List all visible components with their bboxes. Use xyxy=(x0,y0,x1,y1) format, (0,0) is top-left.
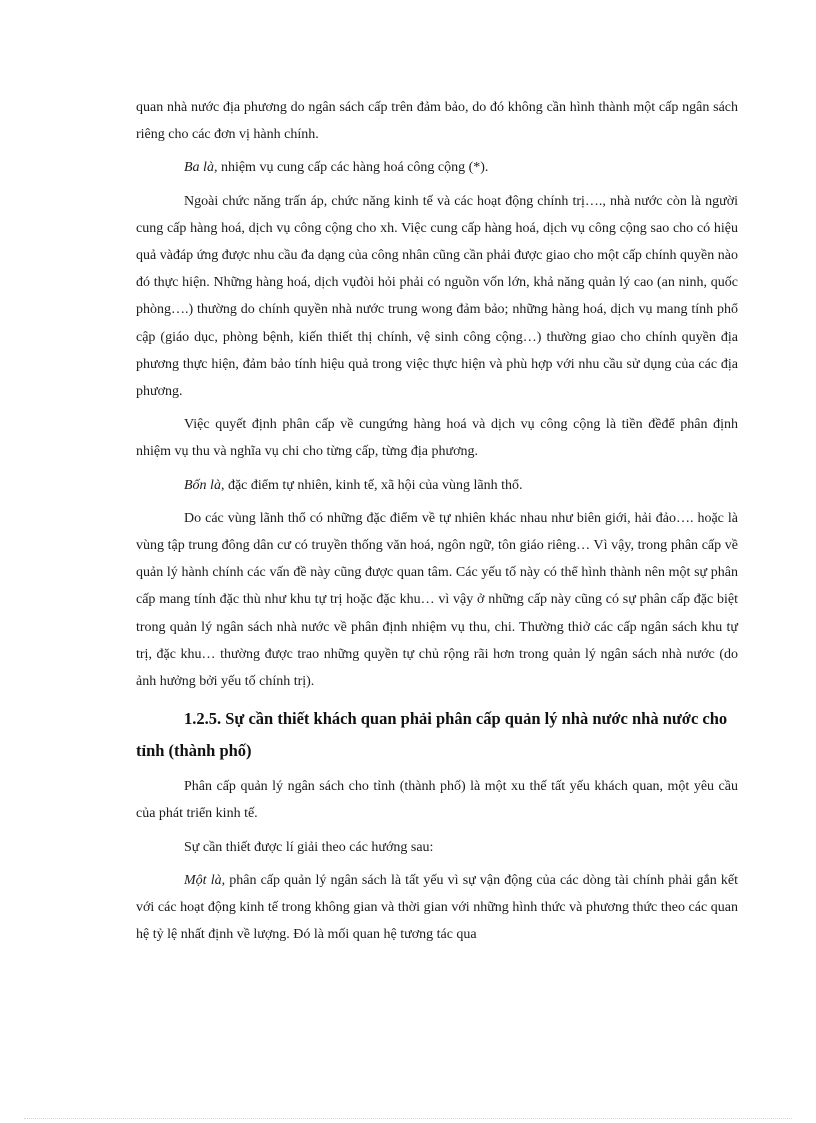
paragraph-text: , đặc điểm tự nhiên, kinh tế, xã hội của vùng lãnh thổ. xyxy=(220,477,523,493)
paragraph-text: , phân cấp quản lý ngân sách là tất yếu vì sự vận động của các dòng tài chính phải gắn kết với các hoạt động kinh tế trong không gian và thời gian với những hình thức và phương thức theo các quan hệ tỷ lệ nhất định về lượng. Đó là mối quan hệ tương tác qua xyxy=(136,872,738,943)
paragraph-lead: Một là xyxy=(184,872,222,888)
paragraph-text: Sự cần thiết được lí giải theo các hướng sau: xyxy=(184,839,434,855)
paragraph-text: , nhiệm vụ cung cấp các hàng hoá công cộng (*). xyxy=(213,160,489,176)
paragraph xyxy=(136,834,738,861)
paragraph-text: Ngoài chức năng trấn áp, chức năng kinh tế và các hoạt động chính trị…., nhà nước còn là người cung cấp hàng hoá, dịch vụ công cộng cho xh. Việc cung cấp hàng hoá, dịch vụ công cộng sao cho có hiệu quả vàđáp ứng được nhu cầu đa dạng của công nhân cũng cần phải được giao cho một cấp chính quyền nào đó thực hiện. Những hàng hoá, dịch vụđòi hỏi phải có nguồn vốn lớn, khả năng quản lý cao (an ninh, quốc phòng….) thường do chính quyền nhà nước trung wong đảm bảo; những hàng hoá, dịch vụ mang tính phổ cập (giáo dục, phòng bệnh, kiến thiết thị chính, vệ sinh công cộng…) thường giao cho chính quyền địa phương thực hiện, đảm bảo tính hiệu quả trong việc thực hiện và phù hợp với nhu cầu sử dụng của các địa phương. xyxy=(136,193,738,400)
paragraph xyxy=(136,505,738,695)
paragraph-text: Phân cấp quản lý ngân sách cho tỉnh (thành phố) là một xu thế tất yếu khách quan, một yêu cầu của phát triển kinh tế. xyxy=(136,779,738,822)
section-heading: 1.2.5. Sự cần thiết khách quan phải phân cấp quản lý nhà nước nhà nước cho tỉnh (thành phố) xyxy=(136,709,728,761)
page-bottom-divider xyxy=(24,1118,792,1119)
paragraph xyxy=(136,411,738,465)
paragraph-lead: Ba là xyxy=(184,160,214,176)
paragraph xyxy=(136,472,738,499)
paragraph xyxy=(136,188,738,406)
paragraph xyxy=(136,867,738,949)
paragraph-lead: Bốn là xyxy=(184,477,221,493)
paragraph xyxy=(136,773,738,827)
paragraph-text: Do các vùng lãnh thổ có những đặc điểm về tự nhiên khác nhau như biên giới, hải đảo…. hoặc là vùng tập trung đông dân cư có truyền thống văn hoá, ngôn ngữ, tôn giáo riêng… Vì vậy, trong phân cấp về quản lý hành chính các vấn đề này cũng được quan tâm. Các yếu tố này có thể hình thành nên một sự phân cấp mang tính đặc thù như khu tự trị hoặc đặc khu… vì vậy ở những cấp này cũng có sự phân cấp đặc biệt trong quản lý ngân sách nhà nước về phân định nhiệm vụ thu, chi. Thường thiở các cấp ngân sách khu tự trị, đặc khu… thường được trao những quyền tự chủ rộng rãi hơn trong quản lý ngân sách nhà nước (do ảnh hưởng bởi yếu tố chính trị). xyxy=(136,510,738,690)
paragraph xyxy=(136,94,738,148)
paragraph-text: Việc quyết định phân cấp về cungứng hàng hoá và dịch vụ công cộng là tiền đềđể phân định nhiệm vụ thu và nghĩa vụ chi cho từng cấp, từng địa phương. xyxy=(136,417,738,460)
paragraph-text: quan nhà nước địa phương do ngân sách cấp trên đảm bảo, do đó không cần hình thành một cấp ngân sách riêng cho các đơn vị hành chính. xyxy=(136,100,738,143)
paragraph xyxy=(136,154,738,181)
document-body xyxy=(136,94,738,948)
